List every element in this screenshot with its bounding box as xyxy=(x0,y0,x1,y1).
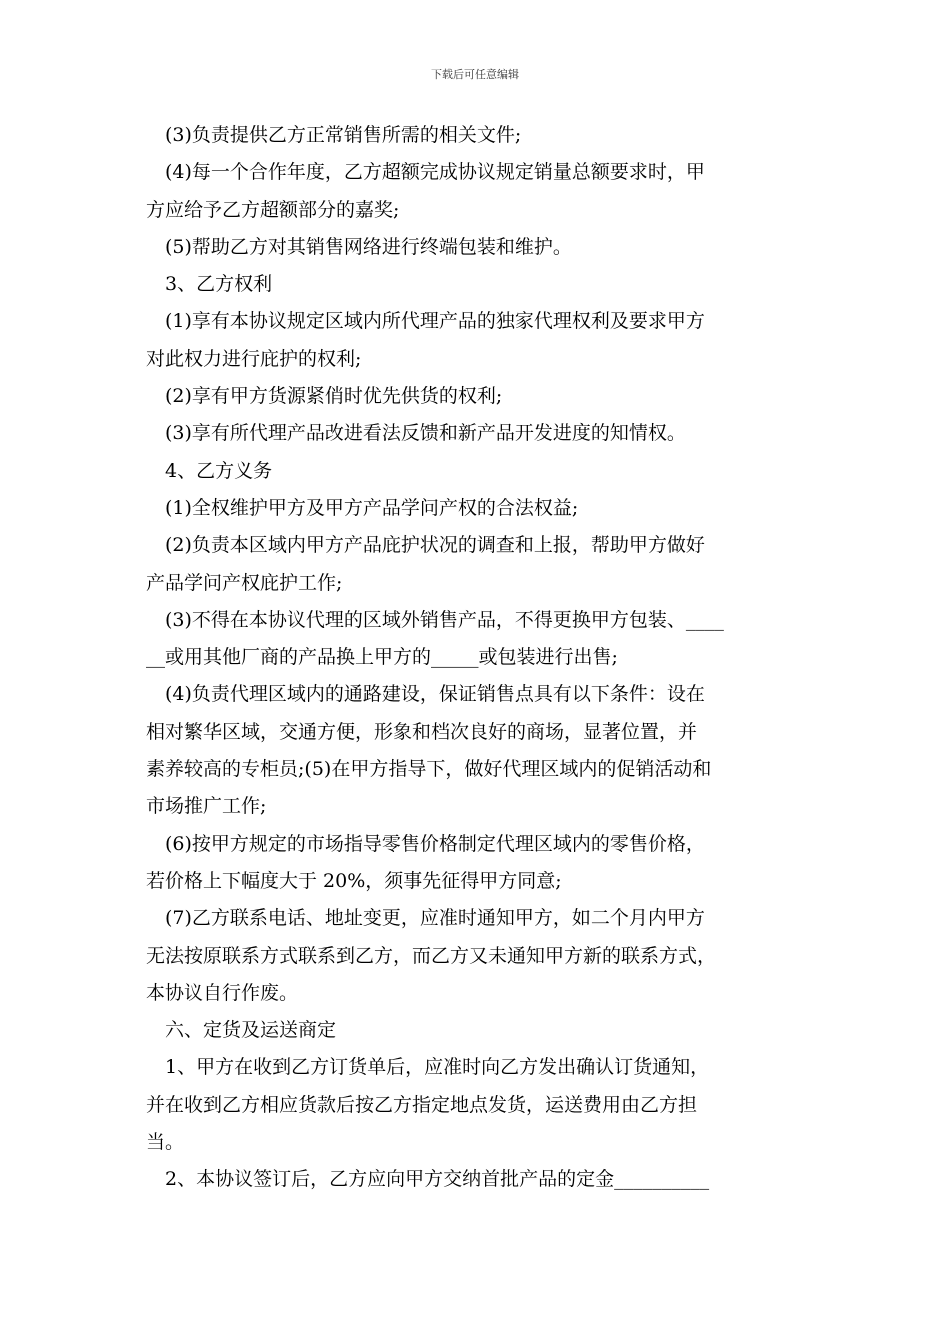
page-header: 下载后可任意编辑 xyxy=(431,68,519,81)
paragraph xyxy=(146,378,810,415)
text-line: 2、本协议签订后，乙方应向甲方交纳首批产品的定金__________ xyxy=(165,1168,710,1191)
paragraph xyxy=(146,676,810,825)
text-line: 当。 xyxy=(146,1131,185,1154)
paragraph xyxy=(146,266,810,303)
text-line: (2)享有甲方货源紧俏时优先供货的权利; xyxy=(165,385,503,408)
text-line: (1)全权维护甲方及甲方产品学问产权的合法权益; xyxy=(165,496,579,519)
paragraph xyxy=(146,826,810,901)
text-line: 本协议自行作废。 xyxy=(146,981,299,1004)
paragraph xyxy=(146,303,810,378)
paragraph xyxy=(146,415,810,452)
text-line: 相对繁华区域，交通方便，形象和档次良好的商场，显著位置，并 xyxy=(146,720,698,743)
paragraph xyxy=(146,117,810,154)
text-line: (1)享有本协议规定区域内所代理产品的独家代理权利及要求甲方 xyxy=(165,310,705,333)
text-line: (5)帮助乙方对其销售网络进行终端包装和维护。 xyxy=(165,235,572,258)
text-line: 对此权力进行庇护的权利; xyxy=(146,347,362,370)
document-body xyxy=(146,117,810,1199)
text-line: __或用其他厂商的产品换上甲方的_____或包装进行出售; xyxy=(146,646,618,669)
paragraph xyxy=(146,1161,810,1198)
paragraph xyxy=(146,490,810,527)
text-line: 方应给予乙方超额部分的嘉奖; xyxy=(146,198,400,221)
text-line: 素养较高的专柜员;(5)在甲方指导下，做好代理区域内的促销活动和 xyxy=(146,758,712,781)
paragraph xyxy=(146,1012,810,1049)
text-line: (3)负责提供乙方正常销售所需的相关文件; xyxy=(165,124,522,146)
text-line: 无法按原联系方式联系到乙方，而乙方又未通知甲方新的联系方式， xyxy=(146,944,717,967)
paragraph xyxy=(146,453,810,490)
paragraph xyxy=(146,229,810,266)
text-line: (3)不得在本协议代理的区域外销售产品，不得更换甲方包装、____ xyxy=(165,608,724,631)
text-line: 3、乙方权利 xyxy=(165,273,273,296)
paragraph xyxy=(146,1049,810,1161)
paragraph xyxy=(146,900,810,1012)
text-line: (3)享有所代理产品改进看法反馈和新产品开发进度的知情权。 xyxy=(165,422,686,445)
text-line: 若价格上下幅度大于 20%，须事先征得甲方同意; xyxy=(146,869,562,892)
text-line: 1、甲方在收到乙方订货单后，应准时向乙方发出确认订货通知， xyxy=(165,1056,710,1079)
text-line: 4、乙方义务 xyxy=(165,459,273,482)
paragraph xyxy=(146,602,810,677)
text-line: (4)负责代理区域内的通路建设，保证销售点具有以下条件：设在 xyxy=(165,683,705,706)
text-line: (6)按甲方规定的市场指导零售价格制定代理区域内的零售价格， xyxy=(165,832,705,855)
text-line: 产品学问产权庇护工作; xyxy=(146,571,343,594)
text-line: 六、定货及运送商定 xyxy=(165,1019,337,1042)
text-line: 市场推广工作; xyxy=(146,795,267,818)
text-line: 并在收到乙方相应货款后按乙方指定地点发货，运送费用由乙方担 xyxy=(146,1093,698,1116)
paragraph xyxy=(146,527,810,602)
text-line: (2)负责本区域内甲方产品庇护状况的调查和上报，帮助甲方做好 xyxy=(165,534,705,557)
text-line: (4)每一个合作年度，乙方超额完成协议规定销量总额要求时，甲 xyxy=(165,161,705,184)
paragraph xyxy=(146,154,810,229)
text-line: (7)乙方联系电话、地址变更，应准时通知甲方，如二个月内甲方 xyxy=(165,907,705,930)
